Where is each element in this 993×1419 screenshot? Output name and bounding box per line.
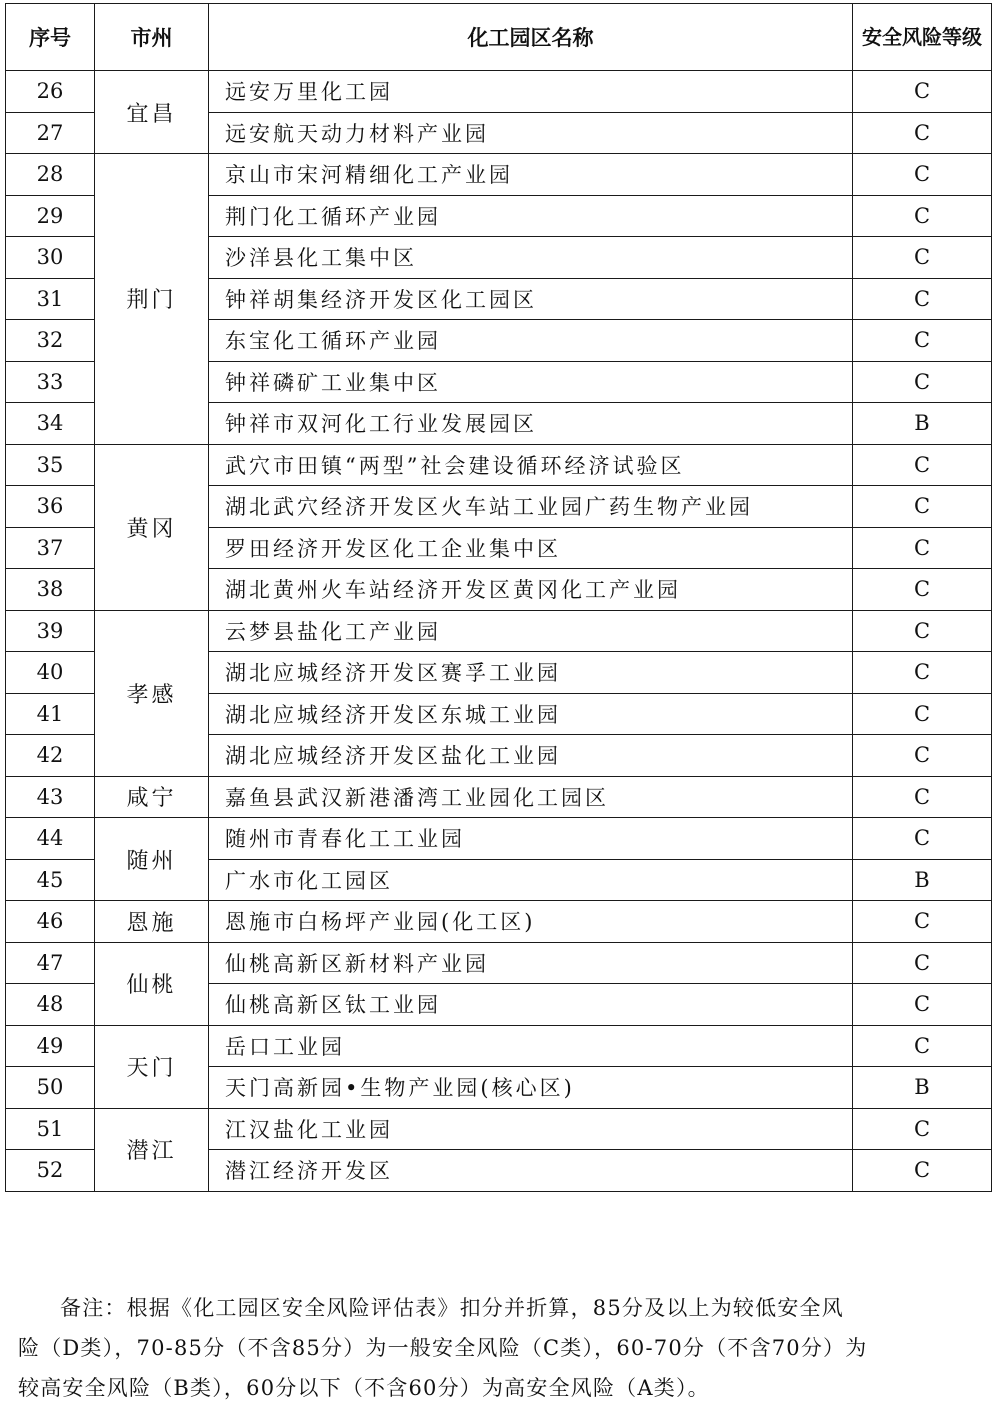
row-risk-level: C (853, 569, 992, 611)
row-risk-level: C (853, 444, 992, 486)
row-park-name: 仙桃高新区新材料产业园 (209, 942, 853, 984)
row-seq: 43 (6, 776, 95, 818)
footnote-line: 备注：根据《化工园区安全风险评估表》扣分并折算，85分及以上为较低安全风 (60, 1296, 844, 1320)
header-seq: 序号 (6, 4, 95, 71)
row-seq: 33 (6, 361, 95, 403)
row-risk-level: C (853, 195, 992, 237)
row-city: 荆门 (95, 154, 209, 445)
row-park-name: 钟祥磷矿工业集中区 (209, 361, 853, 403)
row-seq: 28 (6, 154, 95, 196)
row-park-name: 钟祥胡集经济开发区化工园区 (209, 278, 853, 320)
row-risk-level: C (853, 361, 992, 403)
footnote-line: 险（D类），70-85分（不含85分）为一般安全风险（C类），60-70分（不含70分）为 (18, 1336, 868, 1360)
row-park-name: 罗田经济开发区化工企业集中区 (209, 527, 853, 569)
row-risk-level: C (853, 154, 992, 196)
row-seq: 36 (6, 486, 95, 528)
row-risk-level: B (853, 1067, 992, 1109)
header-park-name: 化工园区名称 (209, 4, 853, 71)
row-seq: 50 (6, 1067, 95, 1109)
row-seq: 37 (6, 527, 95, 569)
row-seq: 51 (6, 1108, 95, 1150)
chemical-park-risk-table (5, 3, 992, 1192)
row-park-name: 随州市青春化工工业园 (209, 818, 853, 860)
row-city: 潜江 (95, 1108, 209, 1191)
row-city: 天门 (95, 1025, 209, 1108)
row-risk-level: B (853, 403, 992, 445)
row-park-name: 嘉鱼县武汉新港潘湾工业园化工园区 (209, 776, 853, 818)
table-header-row (6, 4, 992, 71)
row-park-name: 湖北武穴经济开发区火车站工业园广药生物产业园 (209, 486, 853, 528)
row-risk-level: C (853, 527, 992, 569)
row-park-name: 东宝化工循环产业园 (209, 320, 853, 362)
row-seq: 38 (6, 569, 95, 611)
row-park-name: 广水市化工园区 (209, 859, 853, 901)
row-seq: 29 (6, 195, 95, 237)
table-row (6, 154, 992, 196)
row-seq: 27 (6, 112, 95, 154)
row-risk-level: C (853, 942, 992, 984)
row-seq: 40 (6, 652, 95, 694)
table-row (6, 610, 992, 652)
row-park-name: 仙桃高新区钛工业园 (209, 984, 853, 1026)
row-park-name: 京山市宋河精细化工产业园 (209, 154, 853, 196)
row-city: 随州 (95, 818, 209, 901)
row-seq: 30 (6, 237, 95, 279)
table-row (6, 71, 992, 113)
row-seq: 34 (6, 403, 95, 445)
row-seq: 47 (6, 942, 95, 984)
row-risk-level: C (853, 1150, 992, 1192)
row-park-name: 湖北应城经济开发区赛孚工业园 (209, 652, 853, 694)
row-risk-level: C (853, 901, 992, 943)
row-park-name: 恩施市白杨坪产业园(化工区) (209, 901, 853, 943)
row-park-name: 潜江经济开发区 (209, 1150, 853, 1192)
row-risk-level: C (853, 984, 992, 1026)
row-city: 仙桃 (95, 942, 209, 1025)
table-row (6, 776, 992, 818)
row-seq: 35 (6, 444, 95, 486)
row-risk-level: C (853, 278, 992, 320)
row-seq: 31 (6, 278, 95, 320)
row-seq: 49 (6, 1025, 95, 1067)
row-risk-level: C (853, 776, 992, 818)
table-row (6, 818, 992, 860)
row-risk-level: C (853, 735, 992, 777)
row-seq: 41 (6, 693, 95, 735)
table-row (6, 942, 992, 984)
row-park-name: 天门高新园•生物产业园(核心区) (209, 1067, 853, 1109)
row-seq: 26 (6, 71, 95, 113)
footnote (18, 1288, 993, 1408)
row-risk-level: B (853, 859, 992, 901)
row-park-name: 远安万里化工园 (209, 71, 853, 113)
header-risk-level: 安全风险等级 (853, 4, 992, 71)
row-city: 孝感 (95, 610, 209, 776)
row-risk-level: C (853, 237, 992, 279)
row-park-name: 江汉盐化工业园 (209, 1108, 853, 1150)
row-park-name: 钟祥市双河化工行业发展园区 (209, 403, 853, 445)
row-park-name: 沙洋县化工集中区 (209, 237, 853, 279)
row-city: 咸宁 (95, 776, 209, 818)
row-seq: 46 (6, 901, 95, 943)
row-park-name: 湖北应城经济开发区盐化工业园 (209, 735, 853, 777)
row-seq: 45 (6, 859, 95, 901)
row-park-name: 远安航天动力材料产业园 (209, 112, 853, 154)
table-row (6, 444, 992, 486)
row-risk-level: C (853, 610, 992, 652)
row-park-name: 荆门化工循环产业园 (209, 195, 853, 237)
row-seq: 48 (6, 984, 95, 1026)
row-park-name: 武穴市田镇“两型”社会建设循环经济试验区 (209, 444, 853, 486)
row-park-name: 云梦县盐化工产业园 (209, 610, 853, 652)
row-city: 宜昌 (95, 71, 209, 154)
row-city: 恩施 (95, 901, 209, 943)
row-risk-level: C (853, 112, 992, 154)
row-seq: 32 (6, 320, 95, 362)
row-seq: 44 (6, 818, 95, 860)
row-park-name: 岳口工业园 (209, 1025, 853, 1067)
header-city: 市州 (95, 4, 209, 71)
footnote-line: 较高安全风险（B类），60分以下（不含60分）为高安全风险（A类）。 (18, 1376, 710, 1400)
row-risk-level: C (853, 1108, 992, 1150)
row-risk-level: C (853, 693, 992, 735)
row-seq: 39 (6, 610, 95, 652)
row-park-name: 湖北黄州火车站经济开发区黄冈化工产业园 (209, 569, 853, 611)
row-risk-level: C (853, 818, 992, 860)
row-risk-level: C (853, 320, 992, 362)
table-row (6, 901, 992, 943)
row-city: 黄冈 (95, 444, 209, 610)
row-risk-level: C (853, 652, 992, 694)
table-row (6, 1025, 992, 1067)
table-row (6, 1108, 992, 1150)
row-risk-level: C (853, 1025, 992, 1067)
row-park-name: 湖北应城经济开发区东城工业园 (209, 693, 853, 735)
row-risk-level: C (853, 486, 992, 528)
row-seq: 42 (6, 735, 95, 777)
row-risk-level: C (853, 71, 992, 113)
row-seq: 52 (6, 1150, 95, 1192)
